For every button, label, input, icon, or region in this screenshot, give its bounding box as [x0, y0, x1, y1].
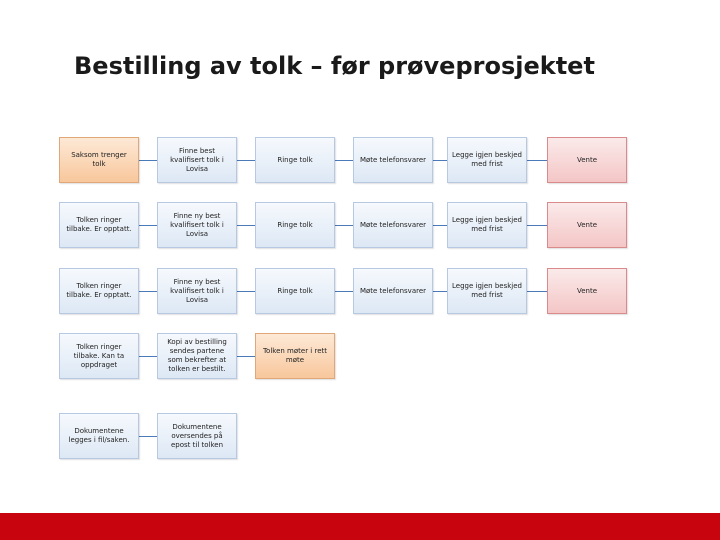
connector	[237, 291, 255, 292]
flow-step: Finne ny best kvalifisert tolk i Lovisa	[157, 202, 237, 248]
flow-step: Møte telefonsvarer	[353, 137, 433, 183]
connector	[433, 291, 447, 292]
flow-step: Legge igjen beskjed med frist	[447, 202, 527, 248]
flow-step: Ringe tolk	[255, 202, 335, 248]
flow-step: Dokumentene legges i fil/saken.	[59, 413, 139, 459]
connector	[527, 160, 547, 161]
flow-step: Ringe tolk	[255, 137, 335, 183]
connector	[139, 225, 157, 226]
connector	[237, 160, 255, 161]
flow-step: Vente	[547, 137, 627, 183]
connector	[139, 436, 157, 437]
connector	[139, 356, 157, 357]
flow-step: Finne best kvalifisert tolk i Lovisa	[157, 137, 237, 183]
flow-step: Legge igjen beskjed med frist	[447, 268, 527, 314]
connector	[433, 160, 447, 161]
connector	[335, 225, 353, 226]
connector	[237, 225, 255, 226]
flow-step: Vente	[547, 202, 627, 248]
flow-step: Tolken møter i rett møte	[255, 333, 335, 379]
flow-step: Vente	[547, 268, 627, 314]
footer-bar	[0, 513, 720, 540]
flow-step: Finne ny best kvalifisert tolk i Lovisa	[157, 268, 237, 314]
flow-step: Tolken ringer tilbake. Kan ta oppdraget	[59, 333, 139, 379]
connector	[237, 356, 255, 357]
flow-step: Saksom trenger tolk	[59, 137, 139, 183]
connector	[139, 291, 157, 292]
flow-step: Legge igjen beskjed med frist	[447, 137, 527, 183]
flow-step: Møte telefonsvarer	[353, 202, 433, 248]
flow-step: Tolken ringer tilbake. Er opptatt.	[59, 202, 139, 248]
flow-step: Tolken ringer tilbake. Er opptatt.	[59, 268, 139, 314]
connector	[139, 160, 157, 161]
flow-step: Kopi av bestilling sendes partene som bekrefter at tolken er bestilt.	[157, 333, 237, 379]
connector	[335, 160, 353, 161]
page-title: Bestilling av tolk – før prøveprosjektet	[74, 52, 595, 80]
connector	[527, 225, 547, 226]
connector	[335, 291, 353, 292]
flow-step: Dokumentene oversendes på epost til tolken	[157, 413, 237, 459]
connector	[433, 225, 447, 226]
flow-step: Ringe tolk	[255, 268, 335, 314]
flow-step: Møte telefonsvarer	[353, 268, 433, 314]
connector	[527, 291, 547, 292]
